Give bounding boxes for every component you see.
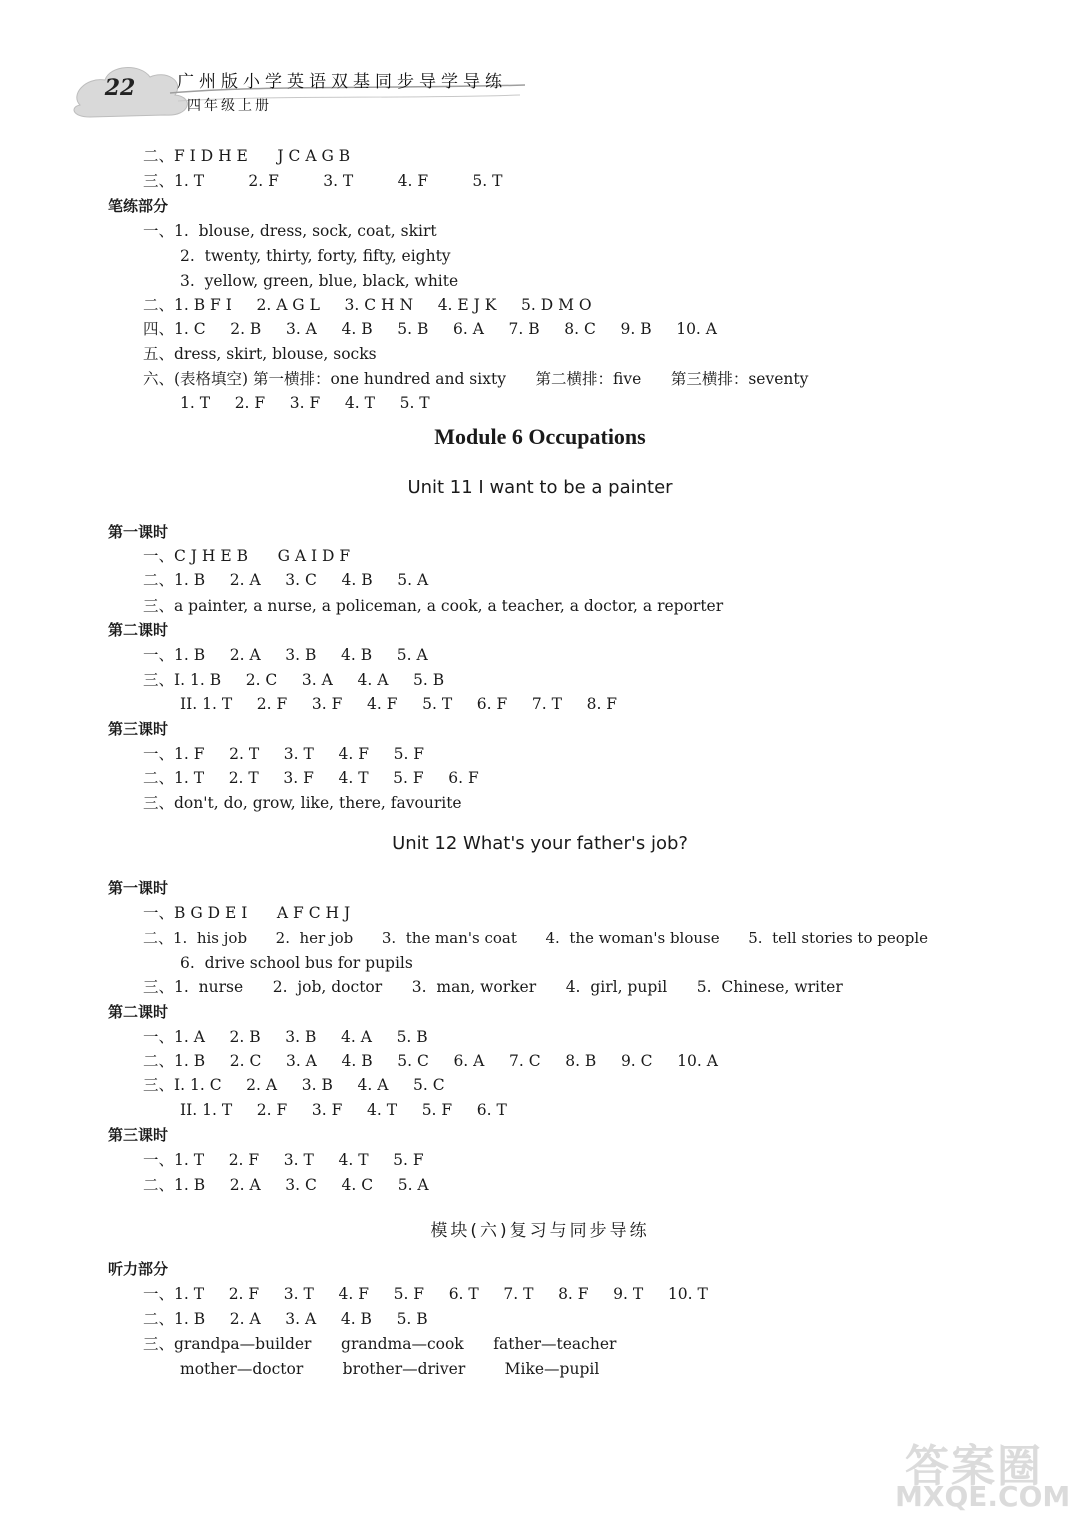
answer-line: 五、dress, skirt, blouse, socks: [143, 345, 377, 363]
book-subtitle: 四年级上册: [187, 98, 272, 114]
lesson-heading: 第一课时: [108, 879, 169, 897]
answer-line: 一、1. T 2. F 3. T 4. T 5. F: [143, 1151, 424, 1169]
review-title: 模块(六)复习与同步导练: [430, 1221, 650, 1241]
watermark-logo: [895, 1430, 1075, 1515]
answer-line: II. 1. T 2. F 3. F 4. T 5. F 6. T: [180, 1101, 507, 1119]
answer-line: 一、C J H E B G A I D F: [143, 547, 351, 565]
answer-line: 一、1. blouse, dress, sock, coat, skirt: [143, 222, 437, 240]
unit-title: Unit 11 I want to be a painter: [407, 477, 673, 498]
answer-line: 一、1. B 2. A 3. B 4. B 5. A: [143, 646, 428, 664]
answer-line: 1. T 2. F 3. F 4. T 5. T: [180, 394, 430, 412]
lesson-heading: 第一课时: [108, 523, 169, 541]
answer-line: 一、1. F 2. T 3. T 4. F 5. F: [143, 745, 425, 763]
answer-line: 三、grandpa—builder grandma—cook father—teacher: [143, 1335, 617, 1353]
answer-line: 三、I. 1. C 2. A 3. B 4. A 5. C: [143, 1076, 445, 1094]
answer-line: 3. yellow, green, blue, black, white: [180, 272, 459, 290]
answer-line: 二、1. T 2. T 3. F 4. T 5. F 6. F: [143, 769, 479, 787]
answer-line: 6. drive school bus for pupils: [180, 954, 413, 972]
lesson-heading: 第三课时: [108, 720, 169, 738]
answer-line: 二、1. his job 2. her job 3. the man's coat 4. the woman's blouse 5. tell stories to people: [143, 929, 929, 947]
answer-line: 三、1. T 2. F 3. T 4. F 5. T: [143, 172, 503, 190]
answer-line: 一、B G D E I A F C H J: [143, 904, 351, 922]
answer-line: mother—doctor brother—driver Mike—pupil: [180, 1360, 600, 1378]
lesson-heading: 第二课时: [108, 1003, 169, 1021]
page-header: [60, 55, 530, 125]
answer-line: 二、1. B 2. A 3. C 4. C 5. A: [143, 1176, 429, 1194]
book-title: 广州版小学英语双基同步导学导练: [177, 72, 507, 92]
answer-line: II. 1. T 2. F 3. F 4. F 5. T 6. F 7. T 8. F: [180, 695, 618, 713]
answer-line: 一、1. A 2. B 3. B 4. A 5. B: [143, 1028, 428, 1046]
answer-line: 四、1. C 2. B 3. A 4. B 5. B 6. A 7. B 8. C 9. B 10. A: [143, 320, 717, 338]
answer-line: 二、1. B F I 2. A G L 3. C H N 4. E J K 5. D M O: [143, 296, 592, 314]
answer-line: 一、1. T 2. F 3. T 4. F 5. F 6. T 7. T 8. F 9. T 10. T: [143, 1285, 708, 1303]
answer-line: 三、don't, do, grow, like, there, favourite: [143, 794, 462, 812]
watermark-text: 答案圈: [905, 1441, 1043, 1492]
lesson-heading: 第三课时: [108, 1126, 169, 1144]
answer-line: 三、a painter, a nurse, a policeman, a cook, a teacher, a doctor, a reporter: [143, 597, 724, 615]
section-heading: 听力部分: [108, 1260, 169, 1278]
module-title: Module 6 Occupations: [434, 424, 646, 449]
answer-line: 二、1. B 2. A 3. A 4. B 5. B: [143, 1310, 428, 1328]
watermark-url: MXQE.COM: [895, 1480, 1071, 1513]
answer-line: 三、1. nurse 2. job, doctor 3. man, worker 4. girl, pupil 5. Chinese, writer: [143, 978, 843, 996]
answer-line: 二、1. B 2. A 3. C 4. B 5. A: [143, 571, 429, 589]
answer-line: 二、F I D H E J C A G B: [143, 147, 351, 165]
page-number: 22: [104, 75, 136, 101]
answer-line: 二、1. B 2. C 3. A 4. B 5. C 6. A 7. C 8. B 9. C 10. A: [143, 1052, 718, 1070]
answer-line: 2. twenty, thirty, forty, fifty, eighty: [180, 247, 451, 265]
answer-line: 六、(表格填空) 第一横排：one hundred and sixty 第二横排：five 第三横排：seventy: [143, 370, 809, 388]
unit-title: Unit 12 What's your father's job?: [392, 833, 688, 854]
answer-line: 三、I. 1. B 2. C 3. A 4. A 5. B: [143, 671, 445, 689]
section-heading: 笔练部分: [108, 197, 169, 215]
lesson-heading: 第二课时: [108, 621, 169, 639]
